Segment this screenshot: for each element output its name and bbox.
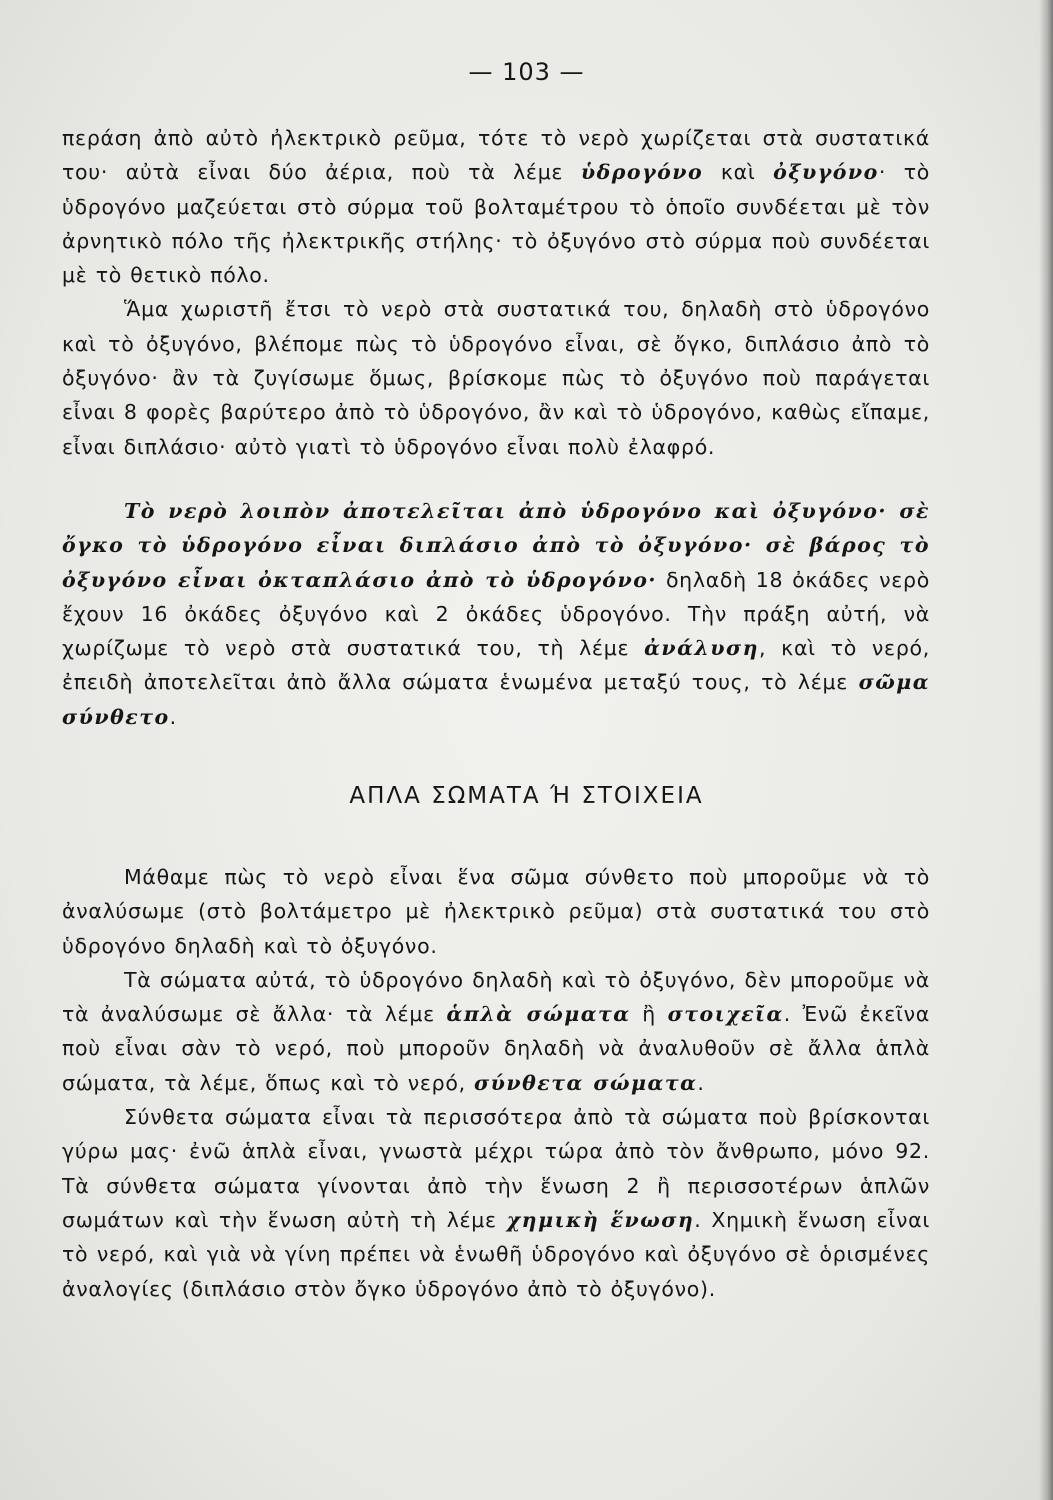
- text-run: , καὶ τὸ νερό, ἐπειδὴ ἀποτελεῖται ἀπὸ ἄλλα σώματα ἑνωμένα μεταξύ τους, τὸ λέμε: [62, 636, 930, 695]
- page-edge-shadow: [1039, 0, 1053, 1500]
- emphasis-water-composition: Τὸ νερὸ λοιπὸν ἀποτελεῖται ἀπὸ ὑδρογόνο καὶ ὀξυγόνο· σὲ ὄγκο τὸ ὑδρογόνο εἶναι διπλάσιο ἀπὸ τὸ ὀξυγόνο· σὲ βάρος τὸ ὀξυγόνο εἶναι ὀκταπλάσιο ἀπὸ τὸ ὑδρογόνο·: [62, 499, 930, 592]
- emphasis-chemical-compound: χημικὴ ἕνωση: [506, 1207, 695, 1232]
- text-run: Ἅμα χωριστῆ ἔτσι τὸ νερὸ στὰ συστατικά του, δηλαδὴ στὸ ὑδρογόνο καὶ τὸ ὀξυγόνο, βλέπομε πὼς τὸ ὑδρογόνο εἶναι, σὲ ὄγκο, διπλάσιο ἀπὸ τὸ ὀξυγόνο· ἂν τὰ ζυγίσωμε ὅμως, βρίσκομε πὼς τὸ ὀξυγόνο ποὺ παράγεται εἶναι 8 φορὲς βαρύτερο ἀπὸ τὸ ὑδρογόνο, ἂν καὶ τὸ ὑδρογόνο, καθὼς εἴπαμε, εἶναι διπλάσιο· αὐτὸ γιατὶ τὸ ὑδρογόνο εἶναι πολὺ ἐλαφρό.: [62, 297, 930, 459]
- text-run: καὶ: [703, 160, 774, 185]
- text-block-elements: [62, 860, 930, 1306]
- page-number: — 103 —: [468, 58, 585, 86]
- paragraph-water-compound: [62, 860, 930, 963]
- emphasis-hydrogen: ὑδρογόνο: [580, 160, 704, 185]
- text-block-water-composition: [62, 494, 930, 734]
- text-block-electrolysis: [62, 121, 930, 464]
- paragraph-chemical-compound: [62, 1100, 930, 1306]
- paragraph-water-composition: [62, 494, 930, 734]
- paragraph-electrolysis: [62, 121, 930, 292]
- text-run: Μάθαμε πὼς τὸ νερὸ εἶναι ἕνα σῶμα σύνθετο ποὺ μποροῦμε νὰ τὸ ἀναλύσωμε (στὸ βολτάμετρο μὲ ἠλεκτρικὸ ρεῦμα) στὰ συστατικά του στὸ ὑδρογόνο δηλαδὴ καὶ τὸ ὀξυγόνο.: [62, 865, 930, 958]
- text-run: περάση ἀπὸ αὐτὸ ἠλεκτρικὸ ρεῦμα, τότε τὸ νερὸ χωρίζεται στὰ συστατικά του· αὐτὰ εἶναι δύο ἀέρια, ποὺ τὰ λέμε: [62, 126, 930, 185]
- emphasis-elements: στοιχεῖα: [667, 1002, 784, 1027]
- text-run: · τὸ ὑδρογόνο μαζεύεται στὸ σύρμα τοῦ βολταμέτρου τὸ ὁποῖο συνδέεται μὲ τὸν ἀρνητικὸ πόλο τῆς ἠλεκτρικῆς στήλης· τὸ ὀξυγόνο στὸ σύρμα ποὺ συνδέεται μὲ τὸ θετικὸ πόλο.: [62, 160, 930, 288]
- emphasis-analysis: ἀνάλυση: [644, 636, 760, 661]
- emphasis-oxygen: ὀξυγόνο: [773, 160, 879, 185]
- emphasis-compound-bodies: σύνθετα σώματα: [474, 1070, 698, 1095]
- text-run: . Χημικὴ ἕνωση εἶναι τὸ νερό, καὶ γιὰ νὰ γίνη πρέπει νὰ ἑνωθῆ ὑδρογόνο καὶ ὀξυγόνο σὲ ὁρισμένες ἀναλογίες (διπλάσιο στὸν ὄγκο ὑδρογόνο ἀπὸ τὸ ὀξυγόνο).: [62, 1207, 930, 1301]
- emphasis-simple-bodies: ἁπλὰ σώματα: [446, 1002, 631, 1027]
- text-run: .: [169, 704, 177, 729]
- paragraph-volume-weight: [62, 292, 930, 463]
- emphasis-compound-body: σῶμα σύνθετο: [62, 670, 930, 729]
- text-run: .: [697, 1070, 705, 1095]
- text-run: . Ἐνῶ ἐκεῖνα ποὺ εἶναι σὰν τὸ νερό, ποὺ μποροῦν δηλαδὴ νὰ ἀναλυθοῦν σὲ ἄλλα ἁπλὰ σώματα, τὰ λέμε, ὅπως καὶ τὸ νερό,: [62, 1002, 930, 1095]
- text-run: Σύνθετα σώματα εἶναι τὰ περισσότερα ἀπὸ τὰ σώματα ποὺ βρίσκονται γύρω μας· ἐνῶ ἁπλὰ εἶναι, γνωστὰ μέχρι τώρα ἀπὸ τὸν ἄνθρωπο, μόνο 92. Τὰ σύνθετα σώματα γίνονται ἀπὸ τὴν ἕνωση 2 ἢ περισσοτέρων ἁπλῶν σωμάτων καὶ τὴν ἕνωση αὐτὴ τὴ λέμε: [62, 1105, 930, 1232]
- text-run: ἢ: [630, 1002, 668, 1027]
- section-heading: ΑΠΛΑ ΣΩΜΑΤΑ Ή ΣΤΟΙΧΕΙΑ: [349, 783, 704, 809]
- text-run: Τὰ σώματα αὐτά, τὸ ὑδρογόνο δηλαδὴ καὶ τὸ ὀξυγόνο, δὲν μποροῦμε νὰ τὰ ἀναλύσωμε σὲ ἄλλα· τὰ λέμε: [62, 967, 930, 1027]
- text-run: δηλαδὴ 18 ὀκάδες νερὸ ἔχουν 16 ὀκάδες ὀξυγόνο καὶ 2 ὀκάδες ὑδρογόνο. Τὴν πράξη αὐτή, νὰ χωρίζωμε τὸ νερὸ στὰ συστατικά του, τὴ λέμε: [62, 567, 930, 661]
- paragraph-simple-bodies: [62, 963, 930, 1100]
